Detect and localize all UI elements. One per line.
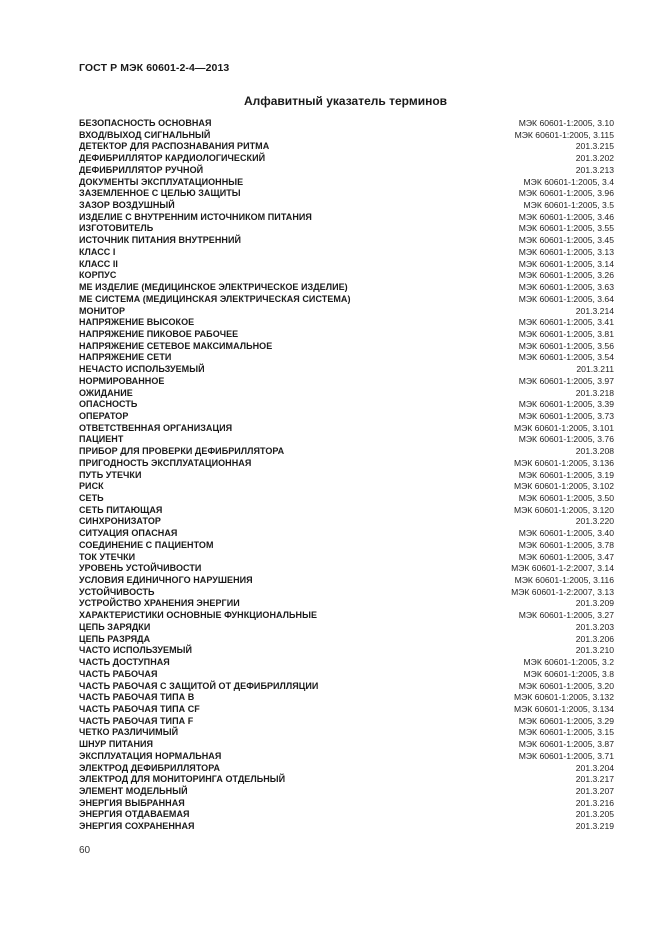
term-reference: МЭК 60601-1:2005, 3.101: [513, 422, 614, 433]
term-name: ИЗГОТОВИТЕЛЬ: [79, 223, 154, 234]
term-index-row: [79, 247, 614, 259]
term-name: ЭНЕРГИЯ СОХРАНЕННАЯ: [79, 821, 195, 832]
term-name: УСТОЙЧИВОСТЬ: [79, 586, 155, 597]
term-reference: 201.3.204: [575, 762, 614, 773]
term-index-row: [79, 188, 614, 200]
term-name: НАПРЯЖЕНИЕ ПИКОВОЕ РАБОЧЕЕ: [79, 328, 239, 339]
term-reference: МЭК 60601-1:2005, 3.13: [518, 246, 614, 257]
term-index-row: [79, 294, 614, 306]
term-index-row: [79, 470, 614, 482]
term-index-row: [79, 493, 614, 505]
term-reference: 201.3.209: [575, 598, 614, 609]
term-index-row: [79, 212, 614, 224]
term-reference: 201.3.219: [575, 821, 614, 832]
term-name: ЭЛЕКТРОД ДЕФИБРИЛЛЯТОРА: [79, 762, 221, 773]
term-name: ЧАСТЬ ДОСТУПНАЯ: [79, 657, 170, 668]
term-index-row: [79, 716, 614, 728]
term-index-row: [79, 282, 614, 294]
term-index-row: [79, 141, 614, 153]
term-index-row: [79, 774, 614, 786]
term-reference: 201.3.218: [575, 387, 614, 398]
term-index-row: [79, 516, 614, 528]
term-reference: МЭК 60601-1:2005, 3.55: [518, 223, 614, 234]
term-reference: МЭК 60601-1:2005, 3.20: [518, 680, 614, 691]
term-name: НАПРЯЖЕНИЕ ВЫСОКОЕ: [79, 317, 195, 328]
term-name: ЧАСТО ИСПОЛЬЗУЕМЫЙ: [79, 645, 192, 656]
term-reference: 201.3.203: [575, 621, 614, 632]
term-reference: МЭК 60601-1:2005, 3.50: [518, 493, 614, 503]
term-reference: МЭК 60601-1-2:2007, 3.14: [511, 563, 614, 574]
term-index-row: [79, 200, 614, 212]
term-index-row: [79, 821, 614, 833]
term-name: КЛАСС II: [79, 258, 118, 269]
term-reference: 201.3.202: [575, 153, 614, 164]
term-reference: МЭК 60601-1:2005, 3.63: [518, 282, 614, 293]
term-index-row: [79, 376, 614, 388]
term-reference: МЭК 60601-1:2005, 3.45: [518, 235, 614, 246]
term-reference: МЭК 60601-1:2005, 3.15: [518, 727, 614, 738]
term-index-row: [79, 388, 614, 400]
term-name: МОНИТОР: [79, 305, 126, 316]
term-index-row: [79, 657, 614, 669]
term-name: ДЕФИБРИЛЛЯТОР РУЧНОЙ: [79, 164, 204, 175]
term-index-row: [79, 786, 614, 798]
term-name: ЦЕПЬ ЗАРЯДКИ: [79, 621, 151, 632]
term-reference: МЭК 60601-1:2005, 3.29: [518, 715, 614, 726]
term-reference: МЭК 60601-1:2005, 3.40: [518, 528, 614, 539]
term-reference: МЭК 60601-1:2005, 3.115: [514, 129, 614, 140]
term-index-row: [79, 329, 614, 341]
term-index-row: [79, 423, 614, 435]
term-reference: 201.3.213: [575, 164, 614, 175]
term-index-row: [79, 434, 614, 446]
term-name: ПРИБОР ДЛЯ ПРОВЕРКИ ДЕФИБРИЛЛЯТОРА: [79, 446, 285, 457]
term-reference: МЭК 60601-1:2005, 3.64: [518, 293, 614, 304]
term-reference: МЭК 60601-1:2005, 3.19: [518, 469, 614, 480]
term-reference: МЭК 60601-1:2005, 3.120: [513, 504, 614, 515]
term-name: ЧАСТЬ РАБОЧАЯ ТИПА CF: [79, 703, 200, 714]
term-index-row: [79, 692, 614, 704]
term-index-row: [79, 552, 614, 564]
term-reference: МЭК 60601-1:2005, 3.81: [518, 328, 614, 339]
term-name: УСТРОЙСТВО ХРАНЕНИЯ ЭНЕРГИИ: [79, 598, 240, 609]
term-reference: 201.3.211: [576, 364, 614, 375]
term-index-row: [79, 306, 614, 318]
term-index-row: [79, 505, 614, 517]
term-name: ЭЛЕМЕНТ МОДЕЛЬНЫЙ: [79, 785, 188, 796]
term-index-row: [79, 739, 614, 751]
term-index-row: [79, 575, 614, 587]
term-name: ПРИГОДНОСТЬ ЭКСПЛУАТАЦИОННАЯ: [79, 457, 252, 468]
term-index-row: [79, 622, 614, 634]
term-index-row: [79, 563, 614, 575]
term-reference: 201.3.207: [575, 785, 614, 796]
term-name: ЗАЗОР ВОЗДУШНЫЙ: [79, 200, 175, 211]
term-reference: МЭК 60601-1:2005, 3.71: [518, 750, 614, 761]
term-reference: 201.3.214: [575, 305, 614, 316]
term-index-row: [79, 610, 614, 622]
term-name: ИЗДЕЛИЕ С ВНУТРЕННИМ ИСТОЧНИКОМ ПИТАНИЯ: [79, 211, 312, 222]
term-name: ОПАСНОСТЬ: [79, 399, 138, 410]
term-name: НАПРЯЖЕНИЕ СЕТЕВОЕ МАКСИМАЛЬНОЕ: [79, 340, 273, 351]
term-reference: МЭК 60601-1:2005, 3.27: [518, 610, 614, 621]
term-reference: МЭК 60601-1:2005, 3.78: [518, 539, 614, 550]
term-name: МЕ ИЗДЕЛИЕ (МЕДИЦИНСКОЕ ЭЛЕКТРИЧЕСКОЕ ИЗДЕЛИЕ): [79, 282, 348, 293]
term-name: ЭНЕРГИЯ ВЫБРАННАЯ: [79, 797, 185, 808]
term-index-row: [79, 598, 614, 610]
term-reference: МЭК 60601-1:2005, 3.41: [518, 317, 614, 328]
term-index-row: [79, 587, 614, 599]
term-reference: МЭК 60601-1:2005, 3.56: [518, 340, 614, 351]
term-reference: МЭК 60601-1:2005, 3.102: [513, 481, 614, 492]
term-index-row: [79, 446, 614, 458]
term-index-row: [79, 118, 614, 130]
term-name: ЧАСТЬ РАБОЧАЯ С ЗАЩИТОЙ ОТ ДЕФИБРИЛЛЯЦИИ: [79, 680, 319, 691]
term-name: РИСК: [79, 481, 104, 492]
term-index-row: [79, 481, 614, 493]
term-index-row: [79, 352, 614, 364]
term-name: ЗАЗЕМЛЕННОЕ С ЦЕЛЬЮ ЗАЩИТЫ: [79, 188, 241, 199]
term-name: ПАЦИЕНТ: [79, 434, 124, 445]
term-reference: 201.3.216: [575, 797, 614, 808]
term-index-row: [79, 341, 614, 353]
term-index-row: [79, 798, 614, 810]
term-reference: МЭК 60601-1:2005, 3.76: [518, 434, 614, 445]
term-reference: МЭК 60601-1:2005, 3.8: [523, 668, 614, 679]
term-name: ЧЕТКО РАЗЛИЧИМЫЙ: [79, 727, 179, 738]
index-title: Алфавитный указатель терминов: [243, 94, 448, 108]
term-name: СОЕДИНЕНИЕ С ПАЦИЕНТОМ: [79, 539, 214, 550]
term-name: СИТУАЦИЯ ОПАСНАЯ: [79, 528, 178, 539]
term-reference: МЭК 60601-1:2005, 3.116: [514, 575, 614, 586]
term-name: СЕТЬ ПИТАЮЩАЯ: [79, 504, 163, 515]
term-reference: МЭК 60601-1:2005, 3.26: [518, 270, 614, 281]
term-name: ЧАСТЬ РАБОЧАЯ: [79, 668, 158, 679]
term-reference: МЭК 60601-1:2005, 3.87: [518, 739, 614, 750]
term-name: ХАРАКТЕРИСТИКИ ОСНОВНЫЕ ФУНКЦИОНАЛЬНЫЕ: [79, 610, 318, 621]
term-reference: МЭК 60601-1:2005, 3.47: [518, 551, 614, 562]
term-name: СЕТЬ: [79, 493, 104, 503]
term-name: ОПЕРАТОР: [79, 410, 129, 421]
term-index-row: [79, 809, 614, 821]
term-index-row: [79, 727, 614, 739]
term-reference: МЭК 60601-1:2005, 3.54: [518, 352, 614, 363]
term-name: КОРПУС: [79, 270, 117, 281]
term-name: ЭЛЕКТРОД ДЛЯ МОНИТОРИНГА ОТДЕЛЬНЫЙ: [79, 774, 286, 785]
term-name: ЧАСТЬ РАБОЧАЯ ТИПА B: [79, 692, 195, 703]
term-index-row: [79, 259, 614, 271]
term-reference: 201.3.206: [575, 633, 614, 644]
term-reference: МЭК 60601-1:2005, 3.134: [513, 703, 614, 714]
term-index-row: [79, 751, 614, 763]
term-index-row: [79, 681, 614, 693]
term-reference: 201.3.208: [575, 446, 614, 457]
term-reference: 201.3.220: [575, 516, 614, 527]
term-reference: МЭК 60601-1:2005, 3.39: [518, 399, 614, 410]
document-code-header: ГОСТ Р МЭК 60601-2-4—2013: [79, 62, 230, 74]
term-reference: МЭК 60601-1:2005, 3.136: [513, 457, 614, 468]
term-index-row: [79, 177, 614, 189]
term-reference: МЭК 60601-1:2005, 3.96: [518, 188, 614, 199]
term-name: УСЛОВИЯ ЕДИНИЧНОГО НАРУШЕНИЯ: [79, 575, 253, 586]
term-name: МЕ СИСТЕМА (МЕДИЦИНСКАЯ ЭЛЕКТРИЧЕСКАЯ СИСТЕМА): [79, 293, 351, 304]
term-name: ЧАСТЬ РАБОЧАЯ ТИПА F: [79, 715, 194, 726]
term-index-row: [79, 411, 614, 423]
term-name: ТОК УТЕЧКИ: [79, 551, 136, 562]
term-name: СИНХРОНИЗАТОР: [79, 516, 161, 527]
term-name: КЛАСС I: [79, 246, 116, 257]
term-index-row: [79, 130, 614, 142]
term-name: БЕЗОПАСНОСТЬ ОСНОВНАЯ: [79, 118, 212, 128]
term-reference: МЭК 60601-1:2005, 3.97: [518, 375, 614, 386]
term-name: ШНУР ПИТАНИЯ: [79, 739, 154, 750]
term-index-row: [79, 528, 614, 540]
term-reference: МЭК 60601-1-2:2007, 3.13: [511, 586, 614, 597]
term-name: ЭКСПЛУАТАЦИЯ НОРМАЛЬНАЯ: [79, 750, 222, 761]
term-name: ИСТОЧНИК ПИТАНИЯ ВНУТРЕННИЙ: [79, 235, 241, 246]
term-index-row: [79, 763, 614, 775]
term-name: НАПРЯЖЕНИЕ СЕТИ: [79, 352, 172, 363]
term-name: ОЖИДАНИЕ: [79, 387, 133, 398]
term-name: ЦЕПЬ РАЗРЯДА: [79, 633, 151, 644]
term-name: ЭНЕРГИЯ ОТДАВАЕМАЯ: [79, 809, 190, 820]
term-reference: МЭК 60601-1:2005, 3.2: [523, 657, 614, 668]
term-index-row: [79, 399, 614, 411]
term-index-row: [79, 634, 614, 646]
term-name: ПУТЬ УТЕЧКИ: [79, 469, 142, 480]
term-index-row: [79, 317, 614, 329]
term-index-row: [79, 540, 614, 552]
term-index-row: [79, 645, 614, 657]
term-index-row: [79, 270, 614, 282]
term-index-row: [79, 235, 614, 247]
term-index-row: [79, 165, 614, 177]
term-reference: МЭК 60601-1:2005, 3.4: [523, 176, 614, 187]
term-reference: 201.3.210: [575, 645, 614, 656]
term-reference: 201.3.217: [575, 774, 614, 785]
term-reference: МЭК 60601-1:2005, 3.10: [518, 118, 614, 128]
term-index-row: [79, 153, 614, 165]
term-name: НЕЧАСТО ИСПОЛЬЗУЕМЫЙ: [79, 364, 205, 375]
term-name: ОТВЕТСТВЕННАЯ ОРГАНИЗАЦИЯ: [79, 422, 233, 433]
term-name: ДЕФИБРИЛЛЯТОР КАРДИОЛОГИЧЕСКИЙ: [79, 153, 266, 164]
term-name: НОРМИРОВАННОЕ: [79, 375, 165, 386]
term-index-row: [79, 364, 614, 376]
term-name: ДЕТЕКТОР ДЛЯ РАСПОЗНАВАНИЯ РИТМА: [79, 141, 270, 152]
term-index-list: [79, 118, 614, 833]
term-reference: 201.3.215: [575, 141, 614, 152]
term-index-row: [79, 704, 614, 716]
term-reference: МЭК 60601-1:2005, 3.5: [523, 200, 614, 211]
term-reference: 201.3.205: [575, 809, 614, 820]
term-reference: МЭК 60601-1:2005, 3.73: [518, 410, 614, 421]
term-reference: МЭК 60601-1:2005, 3.132: [513, 692, 614, 703]
page-number: 60: [79, 845, 91, 856]
term-name: ВХОД/ВЫХОД СИГНАЛЬНЫЙ: [79, 129, 211, 140]
term-index-row: [79, 669, 614, 681]
term-index-row: [79, 223, 614, 235]
term-reference: МЭК 60601-1:2005, 3.46: [518, 211, 614, 222]
term-index-row: [79, 458, 614, 470]
term-name: УРОВЕНЬ УСТОЙЧИВОСТИ: [79, 563, 202, 574]
term-reference: МЭК 60601-1:2005, 3.14: [518, 258, 614, 269]
term-name: ДОКУМЕНТЫ ЭКСПЛУАТАЦИОННЫЕ: [79, 176, 244, 187]
